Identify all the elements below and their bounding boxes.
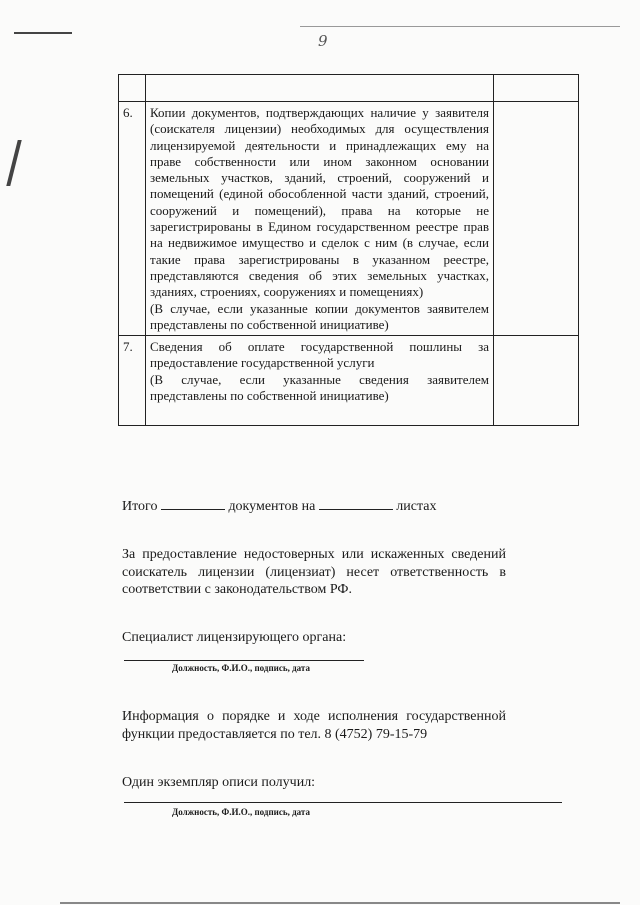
page-number: 9 xyxy=(318,32,328,50)
row-extra xyxy=(494,102,579,336)
row-extra xyxy=(494,336,579,426)
receipt-label: Один экземпляр описи получил: xyxy=(122,775,316,790)
specialist-signature-line[interactable] xyxy=(124,660,364,661)
row-number: 7. xyxy=(119,336,146,426)
scan-mark-bottom xyxy=(60,902,620,904)
documents-table xyxy=(118,74,579,426)
total-line xyxy=(122,498,437,515)
row-text-cell xyxy=(146,102,494,336)
row-text: Копии документов, подтверждающих наличие у заявителя (соискателя лицензии) необходимых для осуществления лицензируемой деятельности и принадлежащих ему на праве собственности или ином законном основании земельных участков, зданий, строений, сооружений и помещений (единой обособленной части зданий, строений, сооружений и помещений), права на которые не зарегистрированы в Едином государственном реестре прав на недвижимое имущество и сделок с ним (в случае, если такие права зарегистрированы в указанном реестре, представляются сведения об этих земельных участках, зданиях, строениях, сооружениях и помещениях) xyxy=(150,105,489,300)
info-text: Информация о порядке и ходе исполнения государственной функции предоставляется по тел. 8 (4752) 79-15-79 xyxy=(122,709,506,742)
table-row xyxy=(119,75,579,102)
total-suffix: листах xyxy=(396,499,437,514)
table-row xyxy=(119,336,579,426)
specialist-label: Специалист лицензирующего органа: xyxy=(122,630,347,645)
row-number xyxy=(119,75,146,102)
row-text: Сведения об оплате государственной пошлины за предоставление государственной услуги xyxy=(150,339,489,371)
row-note: (В случае, если указанные сведения заявителем представлены по собственной инициативе) xyxy=(150,371,489,404)
scan-mark-top xyxy=(14,32,72,34)
total-prefix: Итого xyxy=(122,499,158,514)
liability-text: За предоставление недостоверных или искаженных сведений соискатель лицензии (лицензиат) несет ответственность в соответствии с законодательством РФ. xyxy=(122,547,506,597)
scan-mark-top-right xyxy=(300,26,620,27)
specialist-caption: Должность, Ф.И.О., подпись, дата xyxy=(172,663,310,673)
scan-mark-left xyxy=(6,140,21,186)
row-number: 6. xyxy=(119,102,146,336)
row-text-cell xyxy=(146,336,494,426)
total-middle: документов на xyxy=(228,499,316,514)
row-extra xyxy=(494,75,579,102)
table-row xyxy=(119,102,579,336)
row-text xyxy=(146,75,494,102)
receipt-caption: Должность, Ф.И.О., подпись, дата xyxy=(172,807,310,817)
receipt-signature-line[interactable] xyxy=(124,802,562,803)
row-note: (В случае, если указанные копии документов заявителем представлены по собственной инициативе) xyxy=(150,300,489,332)
total-sheets-blank[interactable] xyxy=(319,498,393,510)
total-docs-blank[interactable] xyxy=(161,498,225,510)
